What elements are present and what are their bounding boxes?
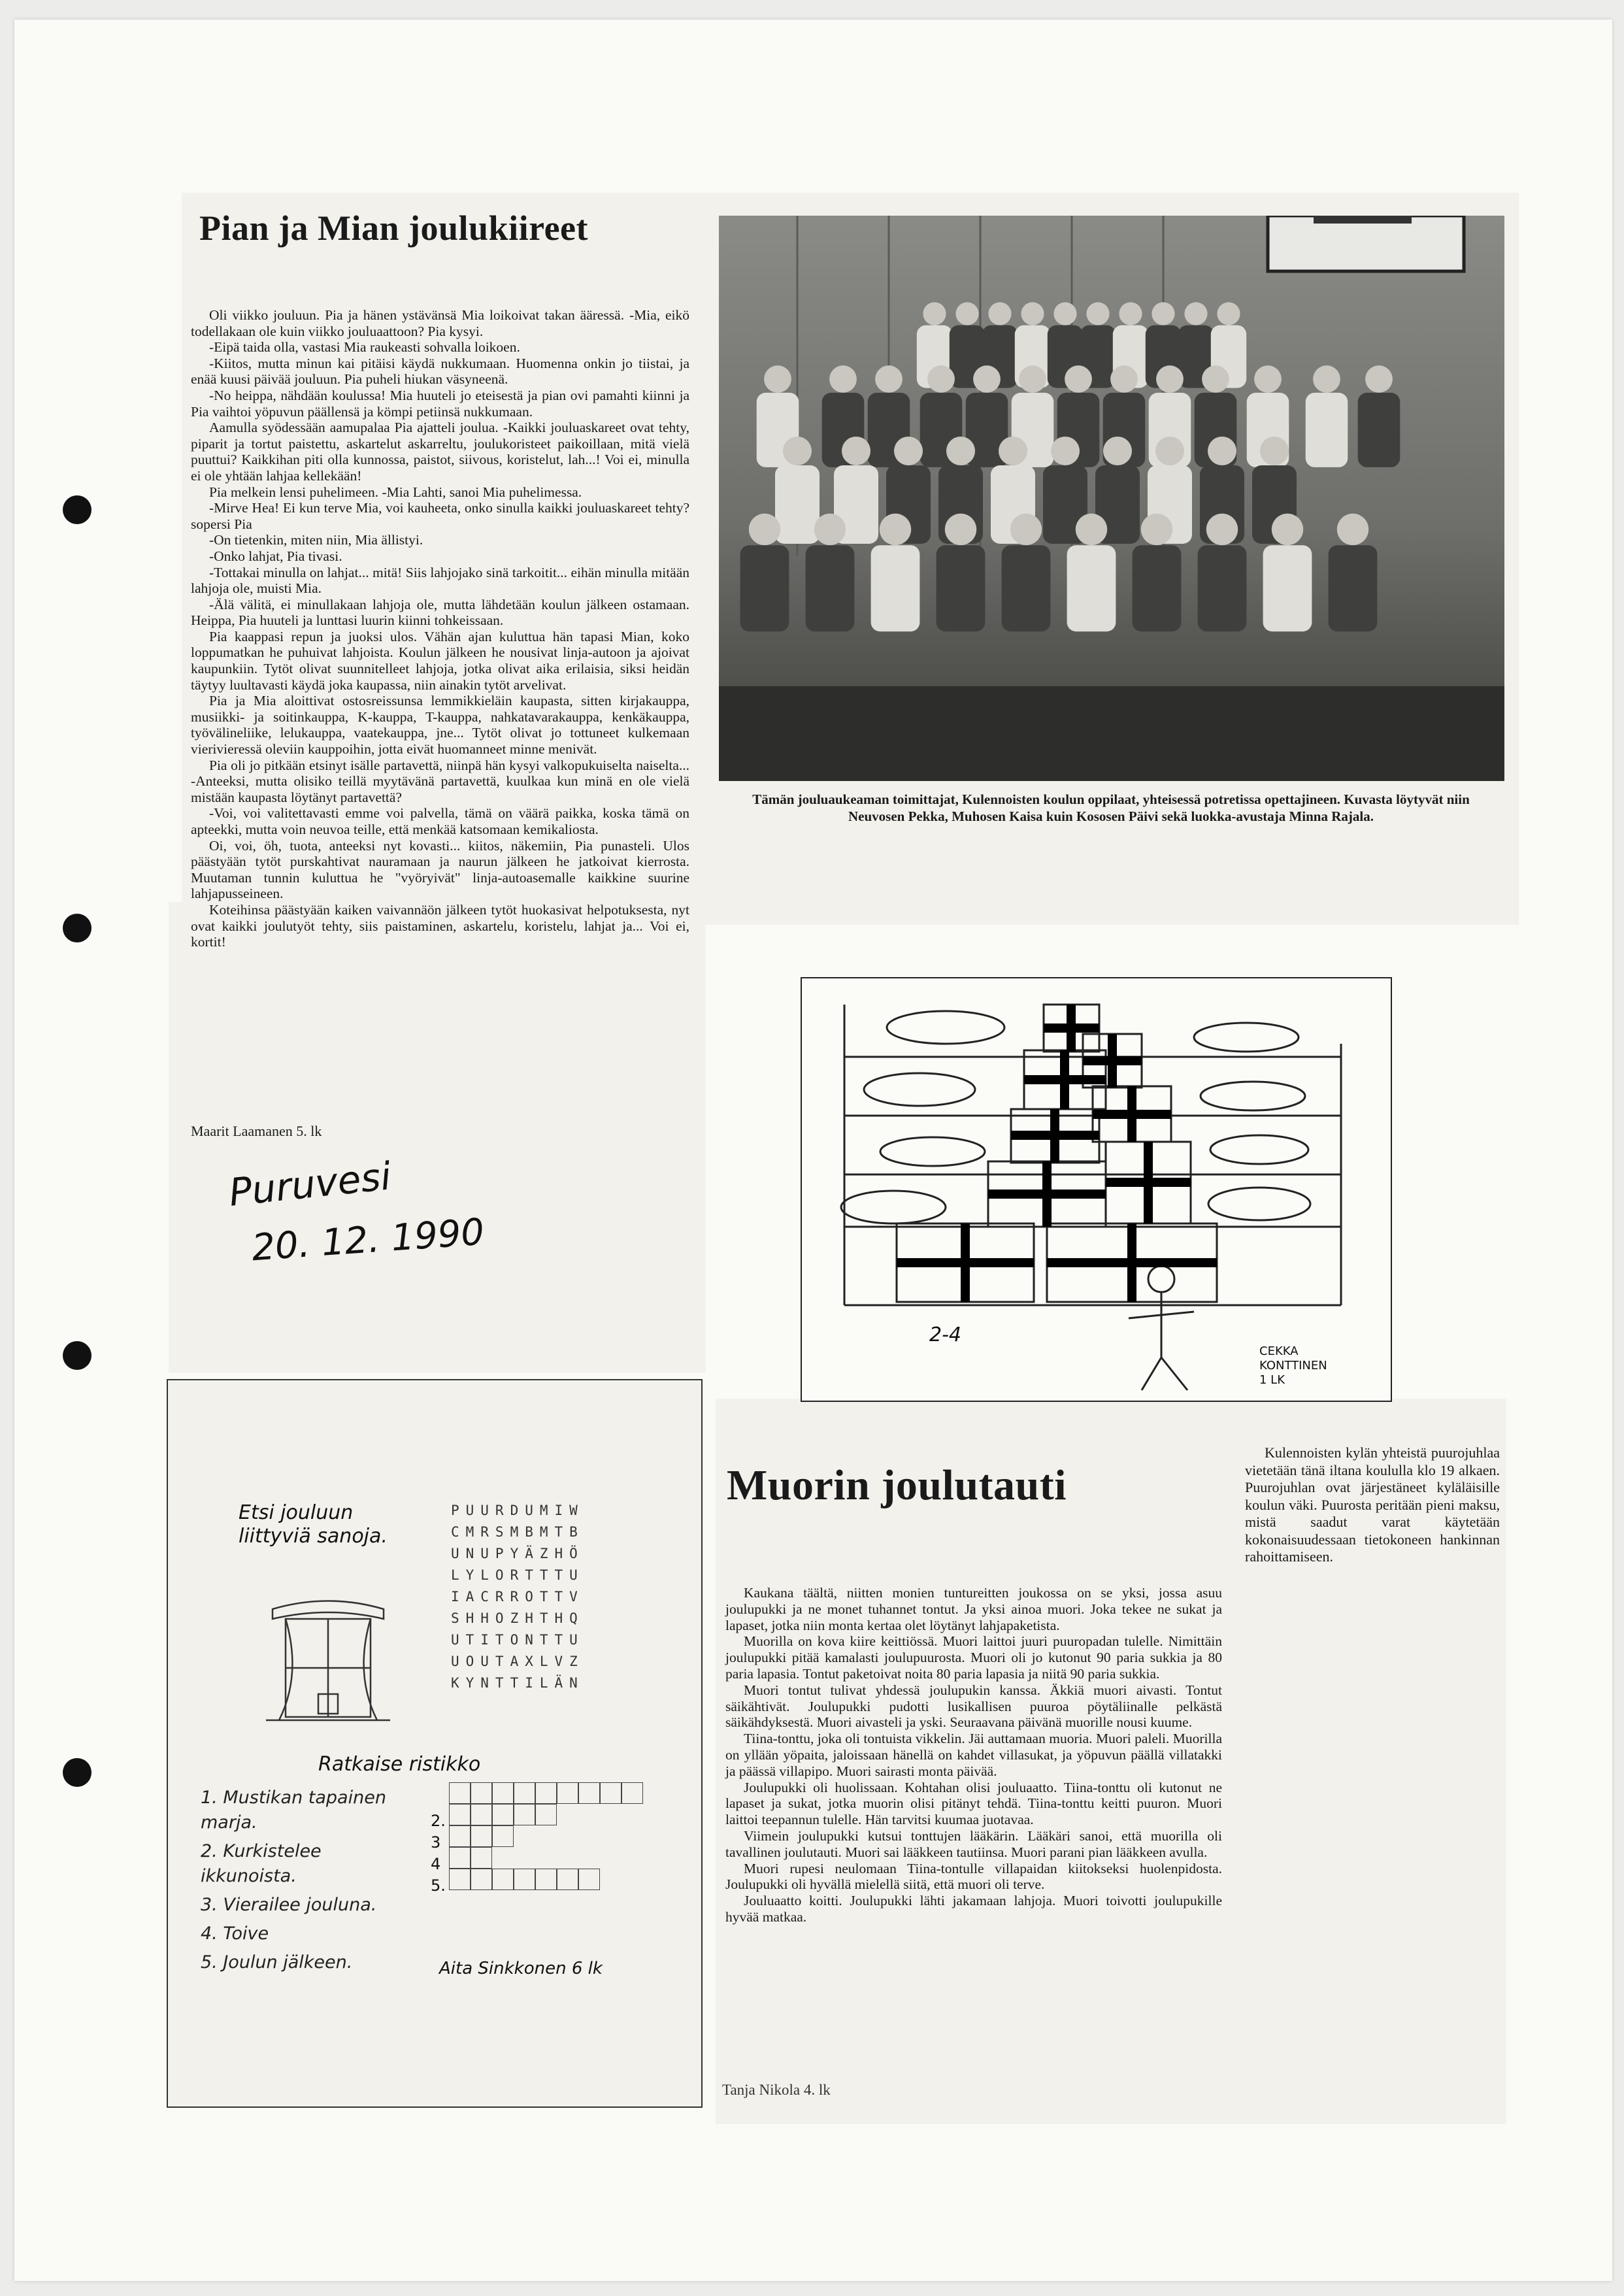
person-body [1306, 393, 1348, 467]
article2-body [725, 1585, 1222, 1925]
person-body [1198, 545, 1247, 631]
person-head [1076, 514, 1107, 545]
crossword-title: Ratkaise ristikko [318, 1753, 481, 1776]
class-photo [719, 216, 1504, 781]
paragraph: Pia oli jo pitkään etsinyt isälle partavettä, niinpä hän kysyi valkopukuiselta naiselta... -Anteeksi, mutta olisiko teillä myytävänä partavettä, kuulkaa kun minä en ole vielä mistään kaupasta löytänyt partavettä? [191, 757, 689, 805]
puzzle-clipping [167, 1379, 703, 2108]
paragraph: -Kiitos, mutta minun kai pitäisi käydä nukkumaan. Huomenna onkin jo tiistai, ja enää kuusi päivää jouluun. Pia puheli hiukan väsyneenä. [191, 355, 689, 388]
paragraph: -Eipä taida olla, vastasi Mia raukeasti sohvalla loikoen. [209, 339, 520, 356]
person-head [1254, 365, 1282, 393]
crossword-cell[interactable] [449, 1847, 471, 1869]
crossword-cell[interactable] [449, 1782, 471, 1804]
puzzle-instruction-line: Etsi jouluun [239, 1501, 354, 1524]
article2-byline: Tanja Nikola 4. lk [722, 2082, 831, 2098]
letter-row: UOUTAXLVZ [451, 1654, 584, 1669]
paragraph: -Mirve Hea! Ei kun terve Mia, voi kauheeta, onko sinulla kaikki jouluaskareet tehty? sopersi Pia [191, 500, 689, 532]
crossword-cell[interactable] [471, 1847, 492, 1869]
drawing-author-line: 1 LK [1259, 1373, 1285, 1387]
crossword-clues [201, 1786, 397, 1979]
person-head [749, 514, 780, 545]
paragraph: Pia ja Mia aloittivat ostosreissunsa lemmikkieläin kaupasta, sitten kirjakauppa, musiikki- ja soitinkauppa, K-kauppa, T-kauppa, nahkatavarakauppa, kenkäkauppa, työvälineliike, lelukauppa, vaatekauppa, jne... Tytöt olivat jo tottuneet kulkemaan vierivieressä oleviin kauppoihin, jotta eivät huomanneet minne menivät. [191, 693, 689, 757]
crossword-cell[interactable] [514, 1782, 535, 1804]
person-body [1358, 393, 1400, 467]
crossword-cell[interactable] [621, 1782, 643, 1804]
puzzle-author: Aita Sinkkonen 6 lk [439, 1959, 603, 1978]
person-head [880, 514, 911, 545]
person-head [1155, 437, 1184, 465]
child-drawing [801, 977, 1392, 1402]
paragraph: Muori rupesi neulomaan Tiina-tontulle villapaidan kiitokseksi huolenpidosta. Joulupukki oli hyvällä mielellä siitä, että muori oli terve. [725, 1860, 1222, 1893]
letter-row: KYNTTILÄN [451, 1675, 584, 1691]
article2-title: Muorin joulutauti [727, 1461, 1067, 1509]
paragraph: Viimein joulupukki kutsui tonttujen lääkärin. Lääkäri sanoi, että muorilla oli tavallinen joulutauti. Muori sai lääkkeen tautiinsa. Muori parani pian lääkkeen avulla. [725, 1827, 1222, 1860]
person-body [740, 545, 789, 631]
person-head [1184, 302, 1207, 325]
paragraph: -Voi, voi valitettavasti emme voi palvella, tämä on väärä paikka, koska tämä on apteekki, mutta voin neuvoa teille, että menkää katsomaan kemikaliosta. [191, 805, 689, 837]
sidebar-notice [1245, 1444, 1500, 1566]
crossword-clue: 5. Joulun jälkeen. [201, 1952, 353, 1972]
person-head [1065, 365, 1092, 393]
paragraph: Muorilla on kova kiire keittiössä. Muori laittoi juuri puuropadan tulelle. Nimittäin joulupukki pitää kamalasti joulupuurosta. Muori oli jo kutonut 90 paria sukkia ja 80 paria lapasia. Tontut paketoivat noita 80 paria lapasia ja niitä 90 paria sukkia. [725, 1633, 1222, 1682]
person-head [1053, 302, 1076, 325]
crossword-cell[interactable] [471, 1869, 492, 1890]
person-head [1260, 437, 1289, 465]
person-head [1021, 302, 1044, 325]
binder-hole [63, 1341, 91, 1370]
paragraph: Joulupukki oli huolissaan. Kohtahan olisi jouluaatto. Tiina-tonttu oli kutonut ne lapaset ja sukat, jotka muorin olisi pitänyt tehdä. Tiina-tonttu keitti puuron. Muori laittoi teepannun tulelle. Hän tarvitsi kuumaa juotavaa. [725, 1779, 1222, 1828]
class-photo-image [719, 216, 1504, 781]
person-head [1103, 437, 1132, 465]
binder-hole [63, 1758, 91, 1787]
paragraph: Pia melkein lensi puhelimeen. -Mia Lahti, sanoi Mia puhelimessa. [209, 484, 582, 500]
person-body [806, 545, 855, 631]
person-head [973, 365, 1001, 393]
paragraph: Koteihinsa päästyään kaiken vaivannäön jälkeen tytöt huokasivat helpotuksesta, nyt ovat kaikki joulutyöt tehty, siis paistaminen, askartelu, koristelu, lahjat ja... Voi ei, kortit! [191, 901, 689, 950]
crossword-cell[interactable] [514, 1804, 535, 1825]
person-head [1110, 365, 1138, 393]
letter-row: IACRROTTV [451, 1589, 584, 1605]
person-head [1152, 302, 1174, 325]
person-head [875, 365, 903, 393]
article-title: Pian ja Mian joulukiireet [199, 208, 589, 248]
crossword-clue: 2. Kurkistelee ikkunoista. [201, 1841, 322, 1886]
letter-row: SHHOZHTHQ [451, 1610, 584, 1626]
crossword-cell[interactable] [514, 1869, 535, 1890]
person-body [1329, 545, 1378, 631]
crossword-cell[interactable] [449, 1804, 471, 1825]
person-head [999, 437, 1027, 465]
crossword-cell[interactable] [492, 1869, 514, 1890]
person-head [927, 365, 955, 393]
crossword-clue: 4. Toive [201, 1923, 269, 1944]
crossword-cell[interactable] [471, 1804, 492, 1825]
handwritten-date: 20. 12. 1990 [250, 1210, 486, 1270]
drawing-signature: 2-4 [929, 1323, 961, 1346]
article-byline: Maarit Laamanen 5. lk [191, 1123, 322, 1139]
person-head [1202, 365, 1229, 393]
window-drawing [266, 1596, 390, 1733]
person-body [936, 545, 986, 631]
person-head [923, 302, 946, 325]
person-head [1337, 514, 1368, 545]
puzzle-instruction [239, 1501, 388, 1548]
person-head [1141, 514, 1172, 545]
sidebar-text: Kulennoisten kylän yhteistä puurojuhlaa vietetään tänä iltana koululla klo 19 alkaen. Puurojuhlan ovat järjestäneet kyläläisille koulun väki. Puurosta peritään pieni maksu, mistä saadut varat käytetään kokonaisuudessaan tietokoneen hankinnan rahoittamiseen. [1245, 1444, 1500, 1565]
person-head [955, 302, 978, 325]
person-head [783, 437, 812, 465]
paragraph: -Tottakai minulla on lahjat... mitä! Siis lahjojako sinä tarkoitit... eihän minulla mitään lahjoja ole, muisti Mia. [191, 564, 689, 597]
drawing-author-line: CEKKA [1259, 1344, 1299, 1358]
person-head [894, 437, 923, 465]
crossword-cell[interactable] [449, 1825, 471, 1847]
paragraph: -On tietenkin, miten niin, Mia ällistyi. [209, 532, 423, 548]
letter-row: PUURDUMIW [451, 1503, 584, 1518]
person-head [764, 365, 791, 393]
person-head [1051, 437, 1080, 465]
person-head [1119, 302, 1142, 325]
crossword-cell[interactable] [492, 1825, 514, 1847]
person-head [946, 437, 975, 465]
person-body [871, 545, 920, 631]
crossword-cell[interactable] [471, 1782, 492, 1804]
person-head [1156, 365, 1184, 393]
person-body [1133, 545, 1182, 631]
crossword-clue: 3. Vierailee jouluna. [201, 1895, 377, 1915]
article-body [191, 307, 689, 950]
crossword-cell[interactable] [449, 1869, 471, 1890]
letter-row: UTITONTTU [451, 1632, 584, 1648]
binder-hole [63, 495, 91, 524]
crossword-cell[interactable] [492, 1782, 514, 1804]
person-head [829, 365, 857, 393]
person-body [1067, 545, 1116, 631]
crossword-cell[interactable] [535, 1804, 557, 1825]
crossword-row-numbers: 2. 3 4 5. [431, 1812, 446, 1895]
person-head [988, 302, 1011, 325]
handwritten-place: Puruvesi [227, 1154, 393, 1215]
paragraph: -No heippa, nähdään koulussa! Mia huuteli jo eteisestä ja pian ovi pamahti kiinni ja Pia vaihtoi yöpuvun päällensä ja kömpi petiinsä nukkumaan. [191, 387, 689, 420]
crossword-cell[interactable] [492, 1804, 514, 1825]
person-head [1086, 302, 1109, 325]
person-head [1365, 365, 1393, 393]
person-head [1272, 514, 1303, 545]
word-search-letters [451, 1500, 584, 1694]
drawing-author-line: KONTTINEN [1259, 1359, 1327, 1373]
paragraph: Aamulla syödessään aamupalaa Pia ajatteli joulua. -Kaikki jouluaskareet ovat tehty, piparit ja tortut paistettu, askartelut askarreltu, joulukoristeet paikoillaan, mitä vielä puuttui? Kaikkihan piti olla kunnossa, paistot, siivous, koristelut, lah...! Voi ei, minulla ei ole yhtään lahjaa kellekään! [191, 420, 689, 484]
person-body [1002, 545, 1051, 631]
paragraph: Muori tontut tulivat yhdessä joulupukin kanssa. Äkkiä muori aivasti. Tontut säikähtivät. Joulupukki pudotti lusikallisen puuroa pöytäliinalle pelkästä säikähdyksestä. Muori aivasteli ja yski. Seuraavana päivänä muorille nousi kuume. [725, 1682, 1222, 1731]
person-head [1217, 302, 1240, 325]
crossword-clue: 1. Mustikan tapainen marja. [201, 1788, 386, 1833]
person-body [775, 465, 820, 544]
drawing-author [1259, 1344, 1327, 1388]
crossword-cell[interactable] [557, 1869, 578, 1890]
paragraph: -Älä välitä, ei minullakaan lahjoja ole, mutta lähdetään koulun jälkeen ostamaan. Heippa, Pia huuteli ja lunttasi luurin kiinni tohkeissaan. [191, 596, 689, 629]
person-body [1263, 545, 1312, 631]
person-head [945, 514, 976, 545]
person-head [1208, 437, 1236, 465]
paragraph: -Onko lahjat, Pia tivasi. [209, 548, 342, 564]
letter-row: LYLORTTTU [451, 1567, 584, 1583]
binder-hole [63, 914, 91, 942]
paragraph: Oi, voi, öh, tuota, anteeksi nyt kovasti... kiitos, näkemiin, Pia punasteli. Ulos päästyään tytöt purskahtivat nauramaan ja naurun jälkeen he jatkoivat kierrosta. Muutaman tunnin kuluttua he "vyöryivät" linja-autoasemalle kaikkine suurine lahjapusseineen. [191, 837, 689, 902]
person-head [1010, 514, 1042, 545]
presents-drawing [802, 978, 1391, 1401]
paragraph: Pia kaappasi repun ja juoksi ulos. Vähän ajan kuluttua hän tapasi Mian, koko loppumatkan he puhuivat lahjoista. Koulun jälkeen he nousivat linja-autoon ja ajoivat kaupunkiin. Tytöt olivat suunnitelleet lahjoja, jotka olivat aika erilaisia, siksi heidän täytyy luultavasti käydä joka kaupassa, niin ainakin tytöt arvelivat. [191, 628, 689, 693]
paragraph: Jouluaatto koitti. Joulupukki lähti jakamaan lahjoja. Muori toivotti joulupukille hyvää matkaa. [725, 1893, 1222, 1925]
crossword-cell[interactable] [557, 1782, 578, 1804]
letter-row: UNUPYÄZHÖ [451, 1546, 584, 1561]
person-head [814, 514, 846, 545]
crossword-cell[interactable] [578, 1869, 600, 1890]
crossword-cell[interactable] [535, 1869, 557, 1890]
paragraph: Tiina-tonttu, joka oli tontuista vikkelin. Jäi auttamaan muoria. Muori paleli. Muorilla on yllään yöpaita, jaloissaan hänellä on kahdet villasukat, ja yöpuvun päällä villatakki ja päässä villapipo. Muori sairasti monta päivää. [725, 1731, 1222, 1779]
letter-row: CMRSMBMTB [451, 1524, 584, 1540]
person-head [1313, 365, 1340, 393]
paragraph: Kaukana täältä, niitten monien tuntureitten joukossa on se yksi, jossa asuu joulupukki ja ne monet tuhannet tontut. Ja yksi ainoa muori. Joka tekee ne sukat ja lapaset, jotka niin monta kertaa olet löytänyt lahjapaketista. [725, 1585, 1222, 1633]
crossword-cell[interactable] [600, 1782, 621, 1804]
person-head [1019, 365, 1046, 393]
crossword-cell[interactable] [471, 1825, 492, 1847]
puzzle-instruction-line: liittyviä sanoja. [239, 1525, 388, 1548]
person-head [1206, 514, 1238, 545]
crossword-cell[interactable] [535, 1782, 557, 1804]
crossword-cell[interactable] [578, 1782, 600, 1804]
paragraph: Oli viikko jouluun. Pia ja hänen ystävänsä Mia loikoivat takan ääressä. -Mia, eikö todellakaan ole kuin viikko jouluaattoon? Pia kysyi. [191, 307, 689, 339]
photo-caption: Tämän jouluaukeaman toimittajat, Kulennoisten koulun oppilaat, yhteisessä potretissa opettajineen. Kuvasta löytyvät niin Neuvosen Pekka, Muhosen Kaisa kuin Kososen Päivi sekä luokka-avustaja Minna Rajala. [752, 791, 1470, 824]
person-head [842, 437, 870, 465]
